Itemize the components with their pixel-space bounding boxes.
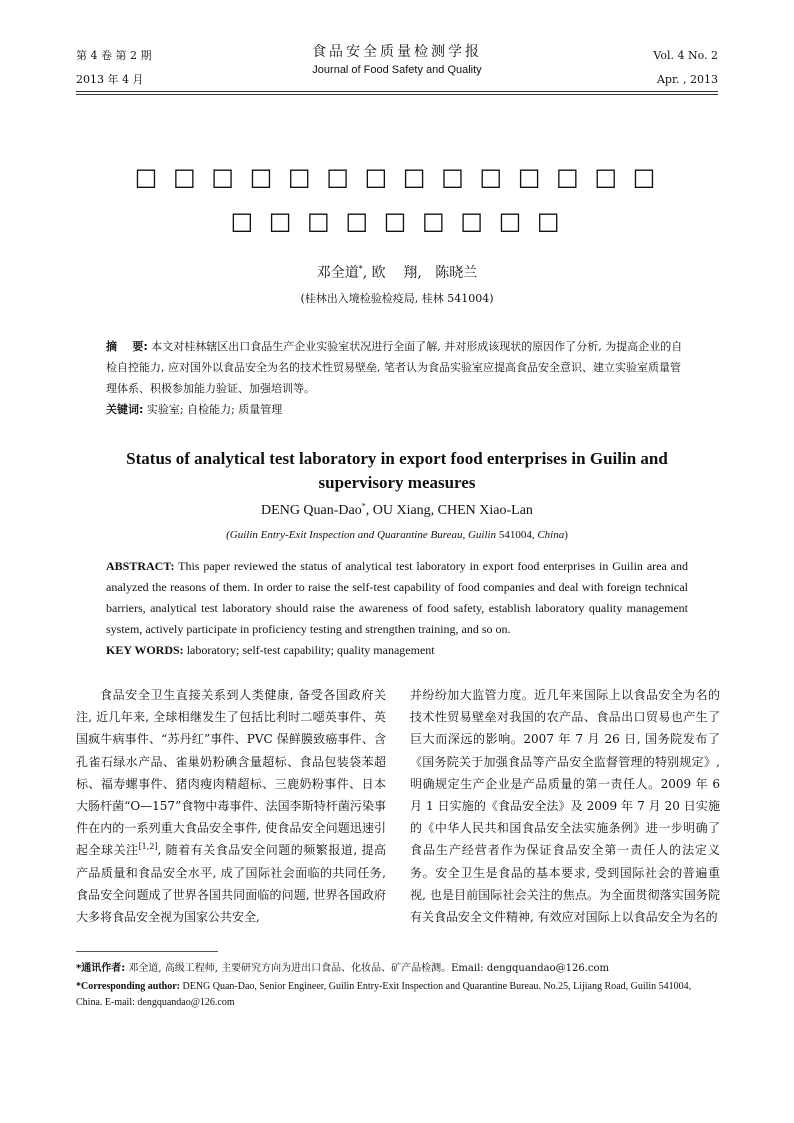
body-left-part-1: 食品安全卫生直接关系到人类健康, 备受各国政府关注, 近几年来, 全球相继发生了包括比利时二噁英事件、英国疯牛病事件、“苏丹红”事件、PVC 保鲜膜致癌事件、含孔雀石绿水产品、雀巢奶粉碘含量超标、食品包装袋苯超标、福寿螺事件、猪肉瘦肉精超标、三鹿奶粉事件、日本大肠杆菌“O—157”食物中毒事件、法国李斯特杆菌污染事件在内的一系列重大食品安全事件, 使食品安全问题迅速引起全球关注 (76, 688, 386, 858)
abstract-en-text: This paper reviewed the status of analytical test laboratory in export food enterprises in Guilin area and analyzed the reasons of them. In order to raise the self-test capability of food companies and deal with foreign technical barriers, analytical test laboratory should raise the awareness of food safety, establish laboratory quality management system, actively participate in proficiency testing and strengthen training, and so on. (106, 559, 688, 636)
author-1-cn: 邓全道 (316, 265, 359, 281)
body-paragraph-1-continued: 并纷纷加大监管力度。近几年来国际上以食品安全为名的技术性贸易壁垒对我国的农产品、食品出口贸易也产生了巨大而深远的影响。2007 年 7 月 26 日, 国务院发布了《国务院关于加强食品等产品安全监督管理的特别规定》, 明确规定生产企业是产品质量的第一责任人。2009 年 6 月 1 日实施的《食品安全法》及 2009 年 7 月 20 日实施的《中华人民共和国食品安全法实施条例》进一步明确了食品生产经营者作为保证食品安全第一责任人的法定义务。安全卫生是食品的基本要求, 受到国际社会的普遍重视, 也是目前国际社会关注的焦点。为全面贯彻落实国务院有关食品安全文件精神, 有效应对国际上以食品安全为名的 (410, 688, 720, 925)
corresponding-mark-en: * (361, 501, 366, 511)
keywords-en (106, 640, 688, 661)
abstract-cn-block (106, 336, 688, 420)
date-cn: 2013 年 4 月 (76, 73, 144, 86)
volume-en: Vol. 4 No. 2 (653, 49, 718, 62)
header-rule-bottom (76, 94, 718, 95)
author-1-en: DENG Quan-Dao (261, 503, 362, 518)
footnote-cn-text: 邓全道, 高级工程师, 主要研究方向为进出口食品、化妆品、矿产品检测。Email: dengquandao@126.com (125, 963, 609, 974)
keywords-cn-text: 实验室; 自检能力; 质量管理 (143, 403, 283, 416)
authors-en (0, 503, 794, 519)
footnote-en-label: *Corresponding author: (76, 981, 180, 992)
footnote-rule (76, 951, 218, 952)
date-en: Apr. , 2013 (656, 73, 718, 86)
abstract-cn (106, 336, 688, 399)
keywords-en-label: KEY WORDS: (106, 643, 184, 657)
keywords-cn (106, 399, 688, 420)
header-right (653, 44, 718, 92)
paper-title-en: Status of analytical test laboratory in export food enterprises in Guilin and supervisory measures (126, 449, 668, 492)
body-left-part-2: , 随着有关食品安全问题的频繁报道, 提高产品质量和食品安全水平, 成了国际社会面临的共同任务, 食品安全问题成了世界各国共同面临的问题, 世界各国政府大多将食品安全视为国家公共安全, (76, 843, 386, 925)
body-column-left (76, 684, 386, 928)
abstract-en-block (106, 556, 688, 661)
corresponding-mark: * (358, 264, 363, 274)
abstract-en-label: ABSTRACT: (106, 559, 175, 573)
journal-title-cn: 食品安全质量检测学报 (312, 44, 482, 60)
affiliation-en-name: (Guilin Entry-Exit Inspection and Quarantine Bureau, Guilin (226, 529, 497, 541)
affiliation-en-code: 541004, (496, 529, 538, 541)
footnote-cn-label: *通讯作者: (76, 963, 126, 974)
affiliation-en (0, 529, 794, 541)
abstract-cn-text: 本文对桂林辖区出口食品生产企业实验室状况进行全面了解, 并对形成该现状的原因作了分析, 为提高企业的自检自控能力, 应对国外以食品安全为名的技术性贸易壁垒, 笔者认为食品实验室应提高食品安全意识、建立实验室质量管理体系、积极参加能力验证、加强培训等。 (106, 340, 683, 395)
body-paragraph-1 (76, 684, 386, 928)
affiliation-en-close: ) (564, 529, 568, 541)
footnote-en (76, 979, 718, 1011)
affiliation-en-country: China (537, 529, 565, 541)
footnote-en-text: DENG Quan-Dao, Senior Engineer, Guilin Entry-Exit Inspection and Quarantine Bureau. No.25, Lijiang Road, Guilin 541004, China. E-mail: dengquandao@126.com (76, 981, 692, 1008)
authors-cn (0, 262, 794, 282)
body-column-right (410, 684, 720, 928)
paper-title-cn: □ □ □ □ □ □ □ □ □ □ □ □ □ □ □ □ □ □ □ □ □ □ □ (134, 163, 660, 235)
volume-cn: 第 4 卷 第 2 期 (76, 49, 152, 62)
affiliation-cn: (桂林出入境检验检疫局, 桂林 541004) (300, 292, 494, 305)
journal-title-en: Journal of Food Safety and Quality (312, 64, 482, 76)
abstract-cn-label: 摘 要: (106, 340, 148, 353)
citation-ref: [1,2] (138, 842, 158, 852)
keywords-en-text: laboratory; self-test capability; quality management (183, 643, 435, 657)
keywords-cn-label: 关键词: (106, 403, 144, 416)
authors-rest-en: , OU Xiang, CHEN Xiao-Lan (365, 503, 533, 518)
header-rule-top (76, 91, 718, 92)
abstract-en (106, 556, 688, 640)
authors-rest-cn: , 欧 翔, 陈晓兰 (362, 265, 478, 281)
footnote-cn (76, 961, 718, 977)
